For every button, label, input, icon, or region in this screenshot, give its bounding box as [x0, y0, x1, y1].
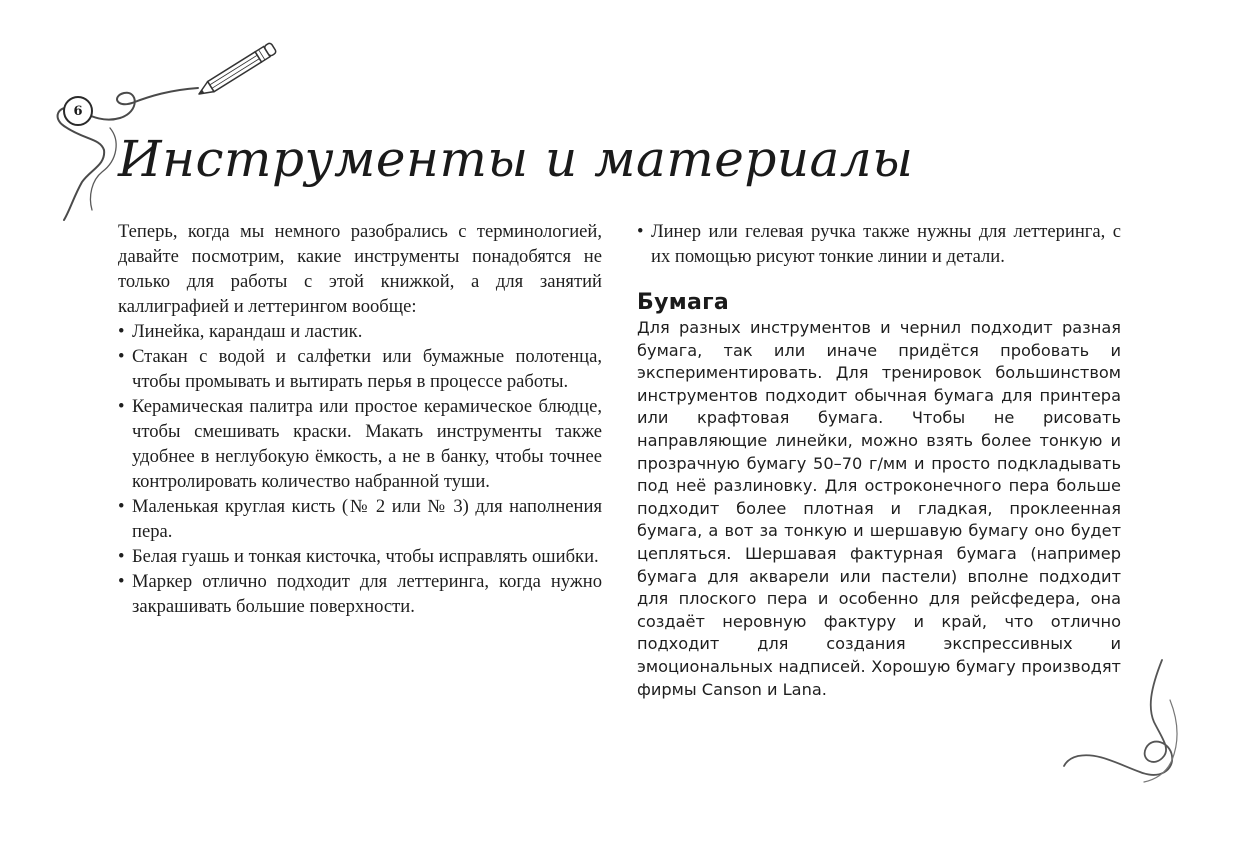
- section-heading: Бумага: [637, 290, 730, 315]
- right-column: [637, 219, 1121, 701]
- list-item: • Линейка, карандаш и ластик.: [118, 319, 602, 344]
- list-item: • Линер или гелевая ручка также нужны для леттеринга, с их помощью рисуют тонкие линии и детали.: [637, 219, 1121, 269]
- list-item: • Белая гуашь и тонкая кисточка, чтобы исправлять ошибки.: [118, 544, 602, 569]
- page-title: Инструменты и материалы: [118, 130, 914, 188]
- tools-list: [118, 319, 602, 619]
- swirl-ornament: [0, 0, 300, 230]
- list-item: • Маркер отлично подходит для леттеринга, когда нужно закрашивать большие поверхности.: [118, 569, 602, 619]
- section-paragraph: Для разных инструментов и чернил подходит разная бумага, так или иначе придётся пробовать и экспериментировать. Для тренировок большинством инструментов подходит обычная бумага для принтера или крафтовая бумага. Чтобы не рисовать направляющие линейки, можно взять более тонкую и прозрачную бумагу 50–70 г/мм и просто подкладывать под неё разлиновку. Для остроконечного пера больше подходит более плотная и гладкая, проклеенная бумага, а вот за тонкую и шершавую бумагу оно будет цепляться. Шершавая фактурная бумага (например бумага для акварели или пастели) вполне подходит для плоского пера и особенно для рейсфедера, она создаёт неровную фактуру и край, что отлично подходит для создания экспрессивных и эмоциональных надписей. Хорошую бумагу производят фирмы Canson и Lana.: [637, 318, 1121, 699]
- list-item: • Керамическая палитра или простое керамическое блюдце, чтобы смешивать краски. Макать инструменты также удобнее в неглубокую ёмкость, а не в банку, чтобы точнее контролировать количество набранной туши.: [118, 394, 602, 494]
- intro-paragraph: Теперь, когда мы немного разобрались с терминологией, давайте посмотрим, какие инструменты понадобятся не только для работы с этой книжкой, а для занятий каллиграфией и леттерингом вообще:: [118, 221, 602, 317]
- pencil-icon: [196, 42, 277, 99]
- left-column: [118, 219, 602, 619]
- list-item: • Маленькая круглая кисть (№ 2 или № 3) для наполнения пера.: [118, 494, 602, 544]
- list-item: • Стакан с водой и салфетки или бумажные полотенца, чтобы промывать и вытирать перья в процессе работы.: [118, 344, 602, 394]
- tools-list-continued: [637, 219, 1121, 269]
- page-number: 6: [63, 96, 93, 126]
